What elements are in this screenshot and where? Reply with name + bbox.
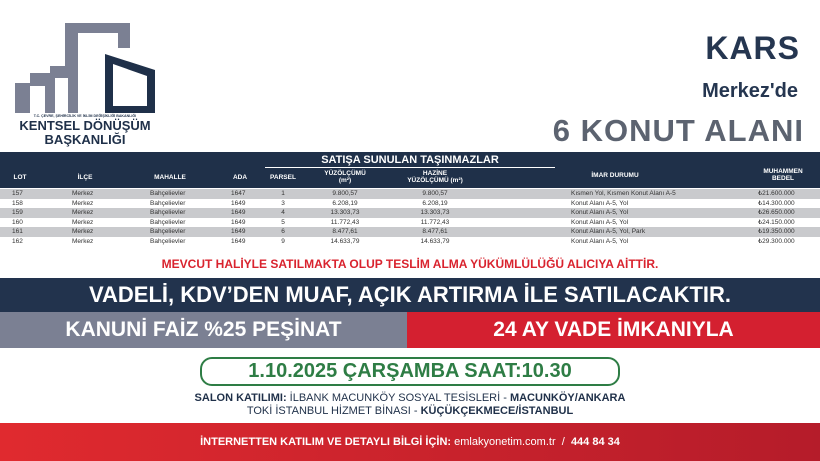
table-row: [0, 227, 820, 237]
cell-imar: Konut Alanı A-5, Yol: [571, 218, 629, 226]
footer-bar: [0, 423, 820, 461]
cell-yuzolcumu: 11.772,43: [330, 218, 360, 226]
salon-line-2: TOKİ İSTANBUL HİZMET BİNASI - KÜÇÜKÇEKMECE/İSTANBUL: [246, 405, 574, 417]
cell-ada: 1649: [231, 209, 246, 217]
cell-parsel: 1: [281, 190, 285, 197]
cell-hazine: 6.208,19: [422, 199, 448, 207]
cell-yuzolcumu: 13.303,73: [330, 209, 360, 217]
salon-line-1: SALON KATILIMI: İLBANK MACUNKÖY SOSYAL TESİSLERİ - MACUNKÖY/ANKARA: [194, 392, 626, 404]
cell-imar: Konut Alanı A-5, Yol, Park: [571, 228, 646, 236]
cell-hazine: 13.303,73: [420, 209, 450, 217]
table-row: [0, 208, 820, 218]
logo-ministry-text: T.C. ÇEVRE, ŞEHİRCİLİK VE İKLİM DEĞİŞİKLİĞİ BAKANLIĞI: [33, 114, 137, 118]
cell-ada: 1647: [231, 190, 246, 197]
cell-ilce: Merkez: [72, 190, 94, 197]
sale-terms-banner: VADELİ, KDV’DEN MUAF, AÇIK ARTIRMA İLE SATILACAKTIR.: [0, 278, 820, 312]
phone-number[interactable]: 444 84 34: [570, 436, 620, 448]
table-row: [0, 218, 820, 228]
cell-lot: 160: [12, 218, 23, 226]
cell-ada: 1649: [231, 237, 246, 245]
table-row: [0, 237, 820, 247]
cell-lot: 158: [12, 199, 23, 207]
col-yuzolcumu: YÜZÖLÇÜMÜ (m²): [324, 170, 366, 184]
cell-parsel: 9: [281, 237, 285, 245]
cell-yuzolcumu: 6.208,19: [332, 199, 358, 207]
delivery-notice: MEVCUT HALİYLE SATILMAKTA OLUP TESLİM ALMA YÜKÜMLÜLÜĞÜ ALICIYA AİTTİR.: [161, 257, 659, 271]
down-payment-banner: KANUNİ FAİZ %25 PEŞİNAT: [0, 312, 407, 348]
col-mahalle: MAHALLE: [154, 174, 186, 181]
col-hazine: HAZİNE YÜZÖLÇÜMÜ (m²): [407, 170, 463, 184]
cell-hazine: 11.772,43: [420, 218, 450, 226]
city-title: KARS: [705, 30, 800, 66]
logo-line1: KENTSEL DÖNÜŞÜM: [19, 118, 151, 133]
cell-yuzolcumu: 9.800,57: [332, 190, 358, 197]
cell-hazine: 14.633,79: [420, 237, 450, 245]
cell-mahalle: Bahçelievler: [150, 218, 186, 226]
cell-yuzolcumu: 14.633,79: [330, 237, 360, 245]
cell-lot: 161: [12, 228, 23, 236]
cell-hazine: 9.800,57: [422, 190, 448, 197]
website-link[interactable]: emlakyonetim.com.tr: [454, 436, 556, 448]
cell-ilce: Merkez: [72, 199, 94, 207]
cell-mahalle: Bahçelievler: [150, 209, 186, 217]
col-lot: LOT: [13, 174, 27, 181]
table-body: [0, 189, 820, 247]
col-ada: ADA: [232, 174, 248, 181]
cell-ada: 1649: [231, 228, 246, 236]
cell-bedel: ₺19.350.000: [758, 228, 795, 236]
installment-banner: 24 AY VADE İMKANIYLA: [407, 312, 820, 348]
cell-parsel: 6: [281, 228, 285, 236]
cell-imar: Konut Alanı A-5, Yol: [571, 237, 629, 245]
cell-mahalle: Bahçelievler: [150, 199, 186, 207]
headline: 6 KONUT ALANI: [552, 113, 804, 148]
cell-lot: 157: [12, 190, 23, 197]
cell-bedel: ₺14.300.000: [758, 199, 795, 207]
cell-ilce: Merkez: [72, 209, 94, 217]
cell-mahalle: Bahçelievler: [150, 237, 186, 245]
cell-mahalle: Bahçelievler: [150, 190, 186, 197]
cell-ada: 1649: [231, 218, 246, 226]
cell-imar: Konut Alanı A-5, Yol: [571, 209, 629, 217]
cell-bedel: ₺26.650.000: [758, 209, 795, 217]
cell-parsel: 5: [281, 218, 285, 226]
footer-label: İNTERNETTEN KATILIM VE DETAYLI BİLGİ İÇİN:: [200, 436, 452, 448]
cell-yuzolcumu: 8.477,61: [332, 228, 358, 236]
cell-parsel: 4: [281, 209, 285, 217]
col-bedel: MUHAMMEN BEDEL: [763, 168, 803, 182]
col-ilce: İLÇE: [77, 174, 93, 181]
cell-imar: Kısmen Yol, Kısmen Konut Alanı A-5: [571, 190, 676, 197]
col-imar: İMAR DURUMU: [591, 172, 639, 179]
cell-bedel: ₺21.600.000: [758, 190, 795, 197]
separator: /: [561, 436, 565, 448]
cell-ilce: Merkez: [72, 218, 94, 226]
table-row: [0, 199, 820, 209]
logo-title: [10, 119, 160, 147]
cell-lot: 159: [12, 209, 23, 217]
cell-parsel: 3: [281, 199, 285, 207]
cell-imar: Konut Alanı A-5, Yol: [571, 199, 629, 207]
cell-bedel: ₺29.300.000: [758, 237, 795, 245]
table-row: [0, 189, 820, 199]
cell-ilce: Merkez: [72, 228, 94, 236]
table-header: [0, 152, 820, 188]
cell-lot: 162: [12, 237, 23, 245]
table-group-title: SATIŞA SUNULAN TAŞINMAZLAR: [265, 154, 555, 168]
logo-line2: BAŞKANLIĞI: [44, 132, 126, 147]
cell-bedel: ₺24.150.000: [758, 218, 795, 226]
cell-mahalle: Bahçelievler: [150, 228, 186, 236]
cell-ilce: Merkez: [72, 237, 94, 245]
col-parsel: PARSEL: [270, 174, 296, 181]
district-title: Merkez'de: [702, 80, 798, 102]
cell-hazine: 8.477,61: [422, 228, 448, 236]
auction-date: 1.10.2025 ÇARŞAMBA SAAT:10.30: [200, 357, 620, 386]
cell-ada: 1649: [231, 199, 246, 207]
